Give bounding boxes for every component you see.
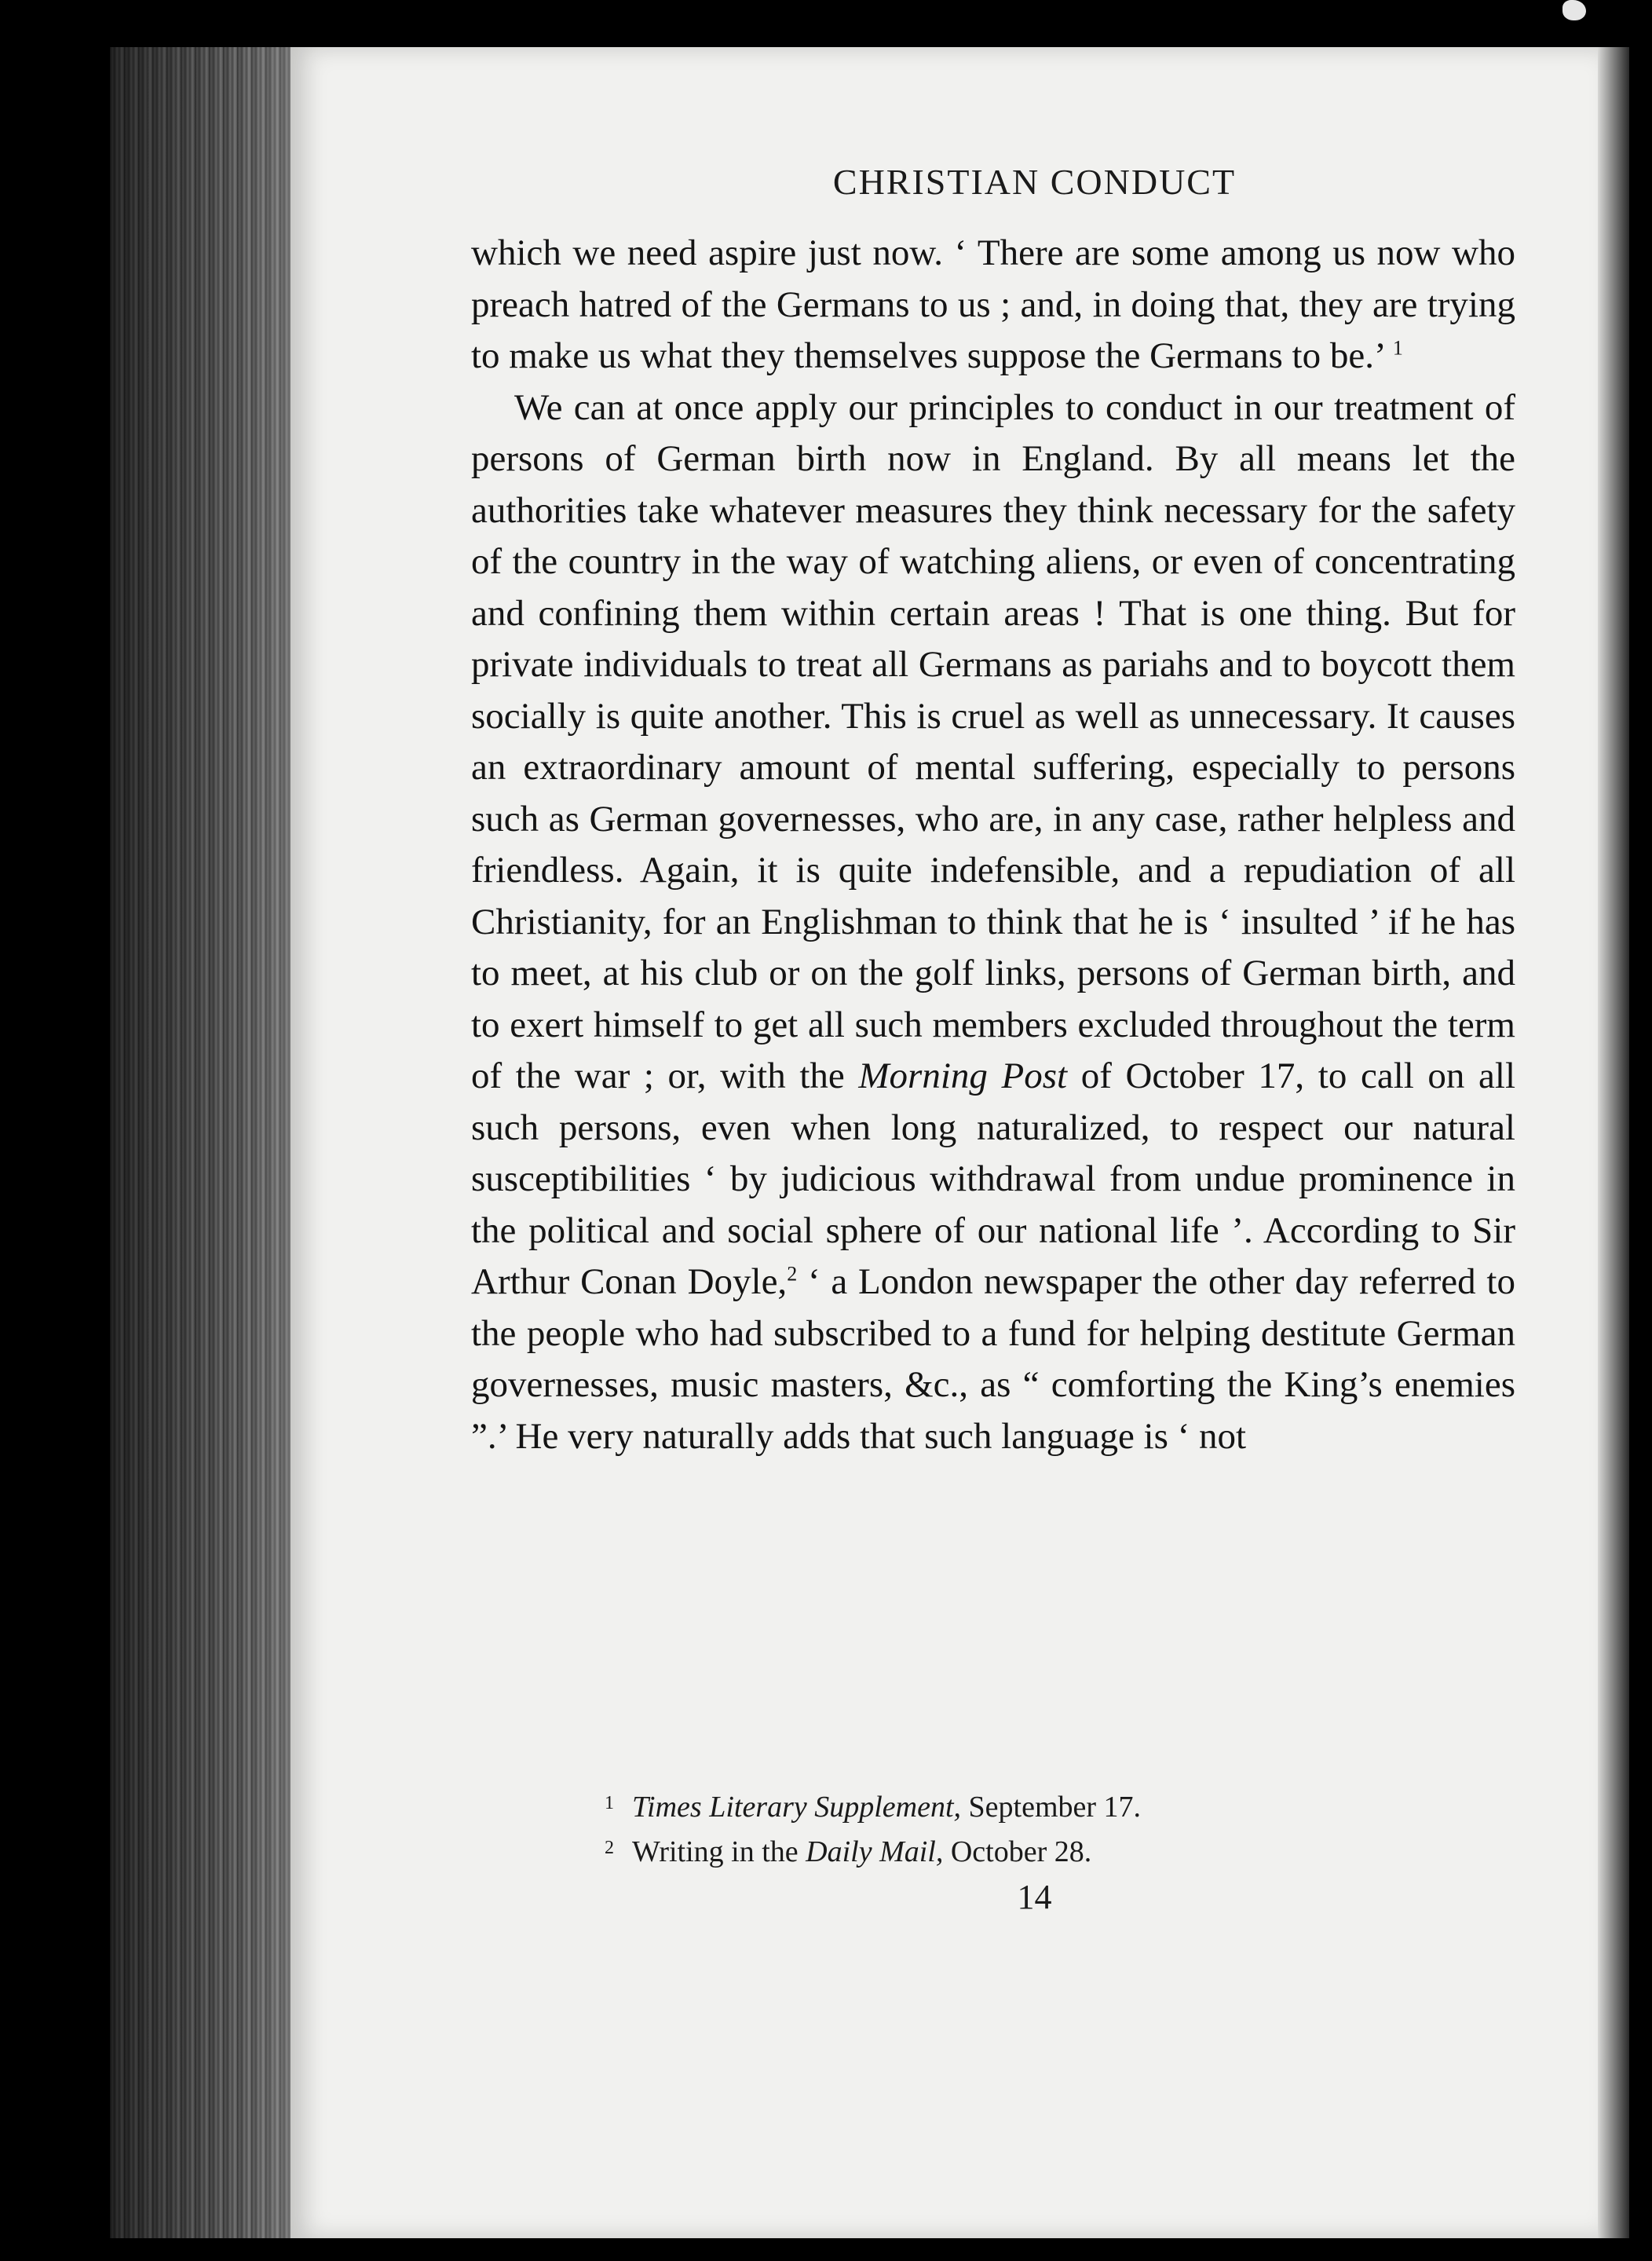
page-number: 14 [1017, 1878, 1052, 1916]
footnote-2 [605, 1827, 1468, 1872]
paragraph-2-text-a: We can at once apply our principles to conduct in our treatment of persons of German birth now in England. By all means let the authorities take whatever measures they think necessary for the safety of the country in the way of watching aliens, or even of concentrating and confining them within certain areas ! That is one thing. But for private individuals to treat all Germans as pariahs and to boycott them socially is quite another. This is cruel as well as unnecessary. It causes an extraordinary amount of mental suffering, especially to persons such as German governesses, who are, in any case, rather helpless and friendless. Again, it is quite indefensible, and a repudiation of all Christianity, for an Englishman to think that he is ‘ insulted ’ if he has to meet, at his club or on the golf links, persons of German birth, and to exert himself to get all such members excluded throughout the term of the war ; or, with the [471, 386, 1515, 1096]
footnote-2-date: October 28. [950, 1835, 1092, 1868]
book-page-edges [110, 47, 298, 2238]
footnote-1-date: September 17. [968, 1791, 1142, 1824]
footnotes [605, 1783, 1468, 1872]
footnote-1-source: Times Literary Supplement, [632, 1791, 962, 1824]
book-page [291, 47, 1598, 2238]
paragraph-1-text: which we need aspire just now. ‘ There are some among us now who preach hatred of the Germans to us ; and, in doing that, they are trying to make us what they themselves suppose the Germans to be.’ [471, 232, 1515, 376]
page-right-edge [1598, 47, 1629, 2238]
footnote-2-lead: Writing in the [632, 1835, 799, 1868]
body-text [471, 228, 1515, 1462]
morning-post-title: Morning Post [858, 1055, 1068, 1096]
paragraph-1 [471, 228, 1515, 382]
scan-speck [1562, 0, 1586, 20]
footnote-ref-1: 1 [1392, 336, 1403, 360]
footnote-2-source: Daily Mail, [806, 1835, 944, 1868]
footnote-2-mark: 2 [605, 1838, 614, 1858]
paragraph-2 [471, 382, 1515, 1463]
running-header: CHRISTIAN CONDUCT [832, 162, 1237, 202]
footnote-1 [605, 1783, 1468, 1827]
paragraph-2-text-b: of October 17, to call on all such persons, even when long naturalized, to respect our natural susceptibilities ‘ by judicious withdrawal from undue prominence in the political and social sphere of our national life ’. According to Sir Arthur Conan Doyle, [471, 1055, 1516, 1302]
paragraph-2-text-c: ‘ a London newspaper the other day referred to the people who had subscribed to a fund for helping destitute German governesses, music masters, &c., as “ comforting the King’s enemies ”.’ He very naturally adds that such language is ‘ not [471, 1261, 1515, 1457]
footnote-ref-2: 2 [787, 1262, 798, 1286]
footnote-1-mark: 1 [605, 1793, 614, 1813]
